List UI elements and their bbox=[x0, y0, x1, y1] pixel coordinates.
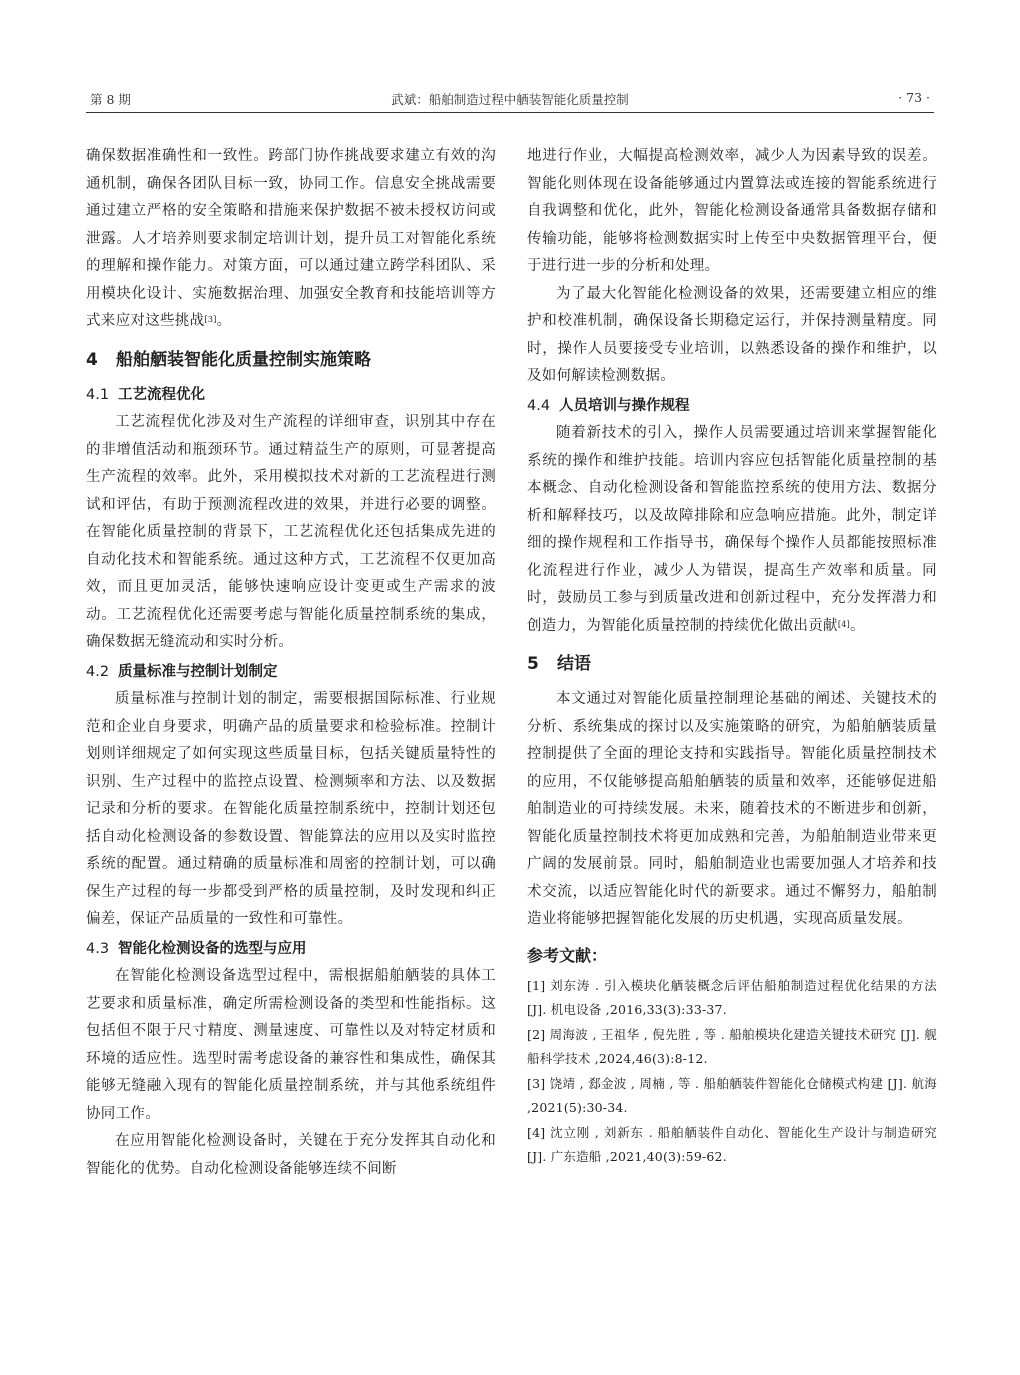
subsection-number: 4.4 bbox=[527, 397, 551, 414]
subsection-number: 4.3 bbox=[86, 940, 110, 957]
section-5-heading bbox=[527, 651, 937, 677]
section-title: 船舶舾装智能化质量控制实施策略 bbox=[116, 349, 371, 370]
subsection-4-3-heading bbox=[86, 936, 496, 964]
citation: [4] bbox=[837, 619, 851, 629]
reference-item: [1] 刘东涛 . 引入模块化舾装概念后评估船舶制造过程优化结果的方法 [J]. 机电设备 ,2016,33(3):33-37. bbox=[527, 977, 937, 1017]
left-column bbox=[86, 143, 496, 1183]
page-number: · 73 · bbox=[898, 90, 930, 105]
paragraph-4-3-b: 在应用智能化检测设备时，关键在于充分发挥其自动化和智能化的优势。自动化检测设备能够连续不间断 bbox=[86, 1133, 496, 1177]
subsection-title: 质量标准与控制计划制定 bbox=[118, 663, 278, 680]
section-title: 结语 bbox=[557, 654, 591, 674]
subsection-title: 工艺流程优化 bbox=[118, 386, 205, 403]
citation: [3] bbox=[204, 315, 217, 324]
paragraph-end: 。 bbox=[850, 617, 865, 634]
issue-number: 第 8 期 bbox=[90, 92, 131, 107]
paragraph-end: 。 bbox=[216, 313, 232, 329]
subsection-number: 4.2 bbox=[86, 663, 110, 680]
references-heading: 参考文献： bbox=[527, 945, 608, 965]
running-title: 武斌：船舶制造过程中舾装智能化质量控制 bbox=[391, 92, 629, 107]
subsection-number: 4.1 bbox=[86, 386, 110, 403]
subsection-4-4-heading bbox=[527, 393, 937, 421]
paragraph-4-3-d: 为了最大化智能化检测设备的效果，还需要建立相应的维护和校准机制，确保设备长期稳定运行，并保持测量精度。同时，操作人员要接受专业培训，以熟悉设备的操作和维护，以及如何解读检测数据。 bbox=[527, 285, 937, 384]
paragraph-text: 随着新技术的引入，操作人员需要通过培训来掌握智能化系统的操作和维护技能。培训内容应包括智能化质量控制的基本概念、自动化检测设备和智能监控系统的使用方法、数据分析和解释技巧，以及故障排除和应急响应措施。此外，制定详细的操作规程和工作指导书，确保每个操作人员都能按照标准化流程进行作业，减少人为错误，提高生产效率和质量。同时，鼓励员工参与到质量改进和创新过程中，充分发挥潜力和创造力，为智能化质量控制的持续优化做出贡献 bbox=[527, 425, 937, 634]
paragraph-challenges bbox=[86, 143, 496, 336]
reference-item: [4] 沈立刚 , 刘新东 . 船舶舾装件自动化、智能化生产设计与制造研究 [J]. 广东造船 ,2021,40(3):59-62. bbox=[527, 1124, 937, 1164]
paragraph-4-2: 质量标准与控制计划的制定，需要根据国际标准、行业规范和企业自身要求，明确产品的质量要求和检验标准。控制计划则详细规定了如何实现这些质量目标，包括关键质量特性的识别、生产过程中的监控点设置、检测频率和方法、以及数据记录和分析的要求。在智能化质量控制系统中，控制计划还包括自动化检测设备的参数设置、智能算法的应用以及实时监控系统的配置。通过精确的质量标准和周密的控制计划，可以确保生产过程的每一步都受到严格的质量控制，及时发现和纠正偏差，保证产品质量的一致性和可靠性。 bbox=[86, 691, 496, 927]
paragraph-text: 确保数据准确性和一致性。跨部门协作挑战要求建立有效的沟通机制，确保各团队目标一致，协同工作。信息安全挑战需要通过建立严格的安全策略和措施来保护数据不被未授权访问或泄露。人才培养则要求制定培训计划，提升员工对智能化系统的理解和操作能力。对策方面，可以通过建立跨学科团队、采用模块化设计、实施数据治理、加强安全教育和技能培训等方式来应对这些挑战 bbox=[86, 148, 496, 329]
reference-item: [3] 饶靖 , 郄金波 , 周楠 , 等 . 船舶舾装件智能化仓储模式构建 [J]. 航海 ,2021(5):30-34. bbox=[527, 1075, 937, 1115]
paragraph-conclusion: 本文通过对智能化质量控制理论基础的阐述、关键技术的分析、系统集成的探讨以及实施策略的研究，为船舶舾装质量控制提供了全面的理论支持和实践指导。智能化质量控制技术的应用，不仅能够提高船舶舾装的质量和效率，还能够促进船舶制造业的可持续发展。未来，随着技术的不断进步和创新，智能化质量控制技术将更加成熟和完善，为船舶制造业带来更广阔的发展前景。同时，船舶制造业也需要加强人才培养和技术交流，以适应智能化时代的新要求。通过不懈努力，船舶制造业将能够把握智能化发展的历史机遇，实现高质量发展。 bbox=[527, 691, 937, 927]
section-4-heading bbox=[86, 347, 496, 373]
subsection-title: 智能化检测设备的选型与应用 bbox=[118, 940, 307, 957]
reference-item: [2] 周海波 , 王祖华 , 倪先胜 , 等 . 船舶模块化建造关键技术研究 [J]. 舰船科学技术 ,2024,46(3):8-12. bbox=[527, 1026, 937, 1066]
paragraph-4-3-c: 地进行作业，大幅提高检测效率，减少人为因素导致的误差。智能化则体现在设备能够通过内置算法或连接的智能系统进行自我调整和优化，此外，智能化检测设备通常具备数据存储和传输功能，能够将检测数据实时上传至中央数据管理平台，便于进行进一步的分析和处理。 bbox=[527, 148, 937, 274]
subsection-4-2-heading bbox=[86, 659, 496, 687]
right-column bbox=[527, 143, 937, 1170]
subsection-title: 人员培训与操作规程 bbox=[559, 397, 690, 414]
paragraph-4-4 bbox=[527, 420, 937, 640]
running-header bbox=[86, 86, 934, 113]
subsection-4-1-heading bbox=[86, 382, 496, 410]
paragraph-4-1: 工艺流程优化涉及对生产流程的详细审查，识别其中存在的非增值活动和瓶颈环节。通过精益生产的原则，可显著提高生产流程的效率。此外，采用模拟技术对新的工艺流程进行测试和评估，有助于预测流程改进的效果，并进行必要的调整。在智能化质量控制的背景下，工艺流程优化还包括集成先进的自动化技术和智能系统。通过这种方式，工艺流程不仅更加高效，而且更加灵活，能够快速响应设计变更或生产需求的波动。工艺流程优化还需要考虑与智能化质量控制系统的集成，确保数据无缝流动和实时分析。 bbox=[86, 414, 496, 650]
paragraph-4-3-a: 在智能化检测设备选型过程中，需根据船舶舾装的具体工艺要求和质量标准，确定所需检测设备的类型和性能指标。这包括但不限于尺寸精度、测量速度、可靠性以及对特定材质和环境的适应性。选型时需考虑设备的兼容性和集成性，确保其能够无缝融入现有的智能化质量控制系统，并与其他系统组件协同工作。 bbox=[86, 968, 496, 1122]
section-number: 5 bbox=[527, 654, 539, 674]
section-number: 4 bbox=[86, 349, 98, 370]
